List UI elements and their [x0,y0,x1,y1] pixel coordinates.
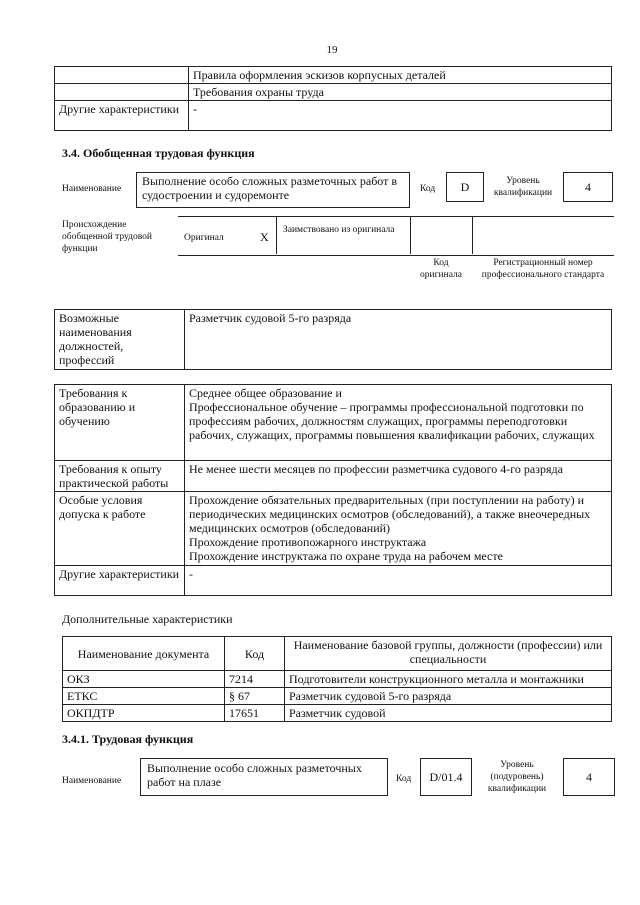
gtf-code-box [446,172,484,202]
gtf-name-value: Выполнение особо сложных разметочных работ в судостроении и судоремонте [142,174,398,202]
origin-label: Происхождение обобщенной трудовой функции [62,220,152,254]
additional-header-code: Код [225,637,285,671]
top-table-other-label: Другие характеристики [55,101,189,131]
origin-divider-1 [276,216,277,254]
page-number: 19 [326,44,338,56]
top-table [54,66,612,131]
tf-level-value: 4 [586,770,592,784]
req-admission-line-1: Прохождение обязательных предварительных (при поступлении на работу) и периодических медицинских осмотров (обследований), а также внеочередных медицинских осмотров (обследований) [189,493,591,535]
origin-divider-2 [410,216,411,254]
top-table-row1: Правила оформления эскизов корпусных деталей [189,67,612,84]
additional-cell: 17651 [225,705,285,722]
req-experience-value: Не менее шести месяцев по профессии разметчика судового 4-го разряда [185,461,612,492]
origin-divider-3 [472,216,473,254]
tf-level-label: Уровень (подуровень) квалификации [487,760,547,794]
positions-value: Разметчик судовой 5-го разряда [185,310,612,370]
gtf-name-label: Наименование [62,184,122,194]
positions-table [54,309,612,370]
gtf-level-value: 4 [585,180,591,194]
table-row [63,705,612,722]
additional-cell: ОКПДТР [63,705,225,722]
req-education-line-1: Среднее общее образование и [189,386,342,400]
tf-code-label: Код [396,774,412,784]
requirements-table [54,384,612,596]
origin-reg-caption: Регистрационный номер профессионального стандарта [481,258,605,280]
additional-cell: 7214 [225,671,285,688]
req-other-label: Другие характеристики [55,566,185,596]
additional-header-doc: Наименование документа [63,637,225,671]
origin-original-mark: X [260,230,269,244]
additional-cell: ОКЗ [63,671,225,688]
origin-code-caption: Код оригинала [420,258,462,280]
table-row [63,671,612,688]
additional-cell: Разметчик судовой [285,705,612,722]
origin-table [178,216,614,256]
additional-cell: ЕТКС [63,688,225,705]
req-education-label: Требования к образованию и обучению [55,385,185,461]
tf-name-value: Выполнение особо сложных разметочных работ на плазе [147,761,362,789]
gtf-level-label: Уровень квалификации [493,176,553,198]
origin-borrowed-label: Заимствовано из оригинала [283,225,395,235]
table-row [63,688,612,705]
additional-title: Дополнительные характеристики [62,612,233,626]
additional-header-name: Наименование базовой группы, должности (профессии) или специальности [285,637,612,671]
additional-cell: Разметчик судовой 5-го разряда [285,688,612,705]
req-admission-line-3: Прохождение инструктажа по охране труда на рабочем месте [189,549,503,563]
gtf-code-label: Код [420,184,436,194]
tf-name-label: Наименование [62,776,122,786]
req-admission-line-2: Прохождение противопожарного инструктажа [189,535,427,549]
tf-code-box [420,758,472,796]
tf-name-box [140,758,388,796]
req-other-value: - [185,566,612,596]
additional-cell: Подготовители конструкционного металла и монтажники [285,671,612,688]
tf-level-box [563,758,615,796]
gtf-name-box [136,172,410,208]
origin-original-label: Оригинал [184,233,224,243]
top-table-other-value: - [189,101,612,131]
section-title: 3.4. Обобщенная трудовая функция [62,146,255,160]
gtf-code-value: D [460,180,470,194]
additional-table [62,636,612,722]
req-education-line-2: Профессиональное обучение – программы профессиональной подготовки по профессиям рабочих, должностям служащих, программы переподготовки рабочих, служащих, программы повышения квалификации рабочих, служащих [189,400,595,442]
top-table-row2: Требования охраны труда [189,84,612,101]
req-admission-label: Особые условия допуска к работе [55,492,185,566]
positions-label: Возможные наименования должностей, профессий [55,310,185,370]
req-experience-label: Требования к опыту практической работы [55,461,185,492]
subsection-title: 3.4.1. Трудовая функция [62,732,194,746]
tf-code-value: D/01.4 [429,770,463,784]
gtf-level-box [563,172,613,202]
additional-cell: § 67 [225,688,285,705]
